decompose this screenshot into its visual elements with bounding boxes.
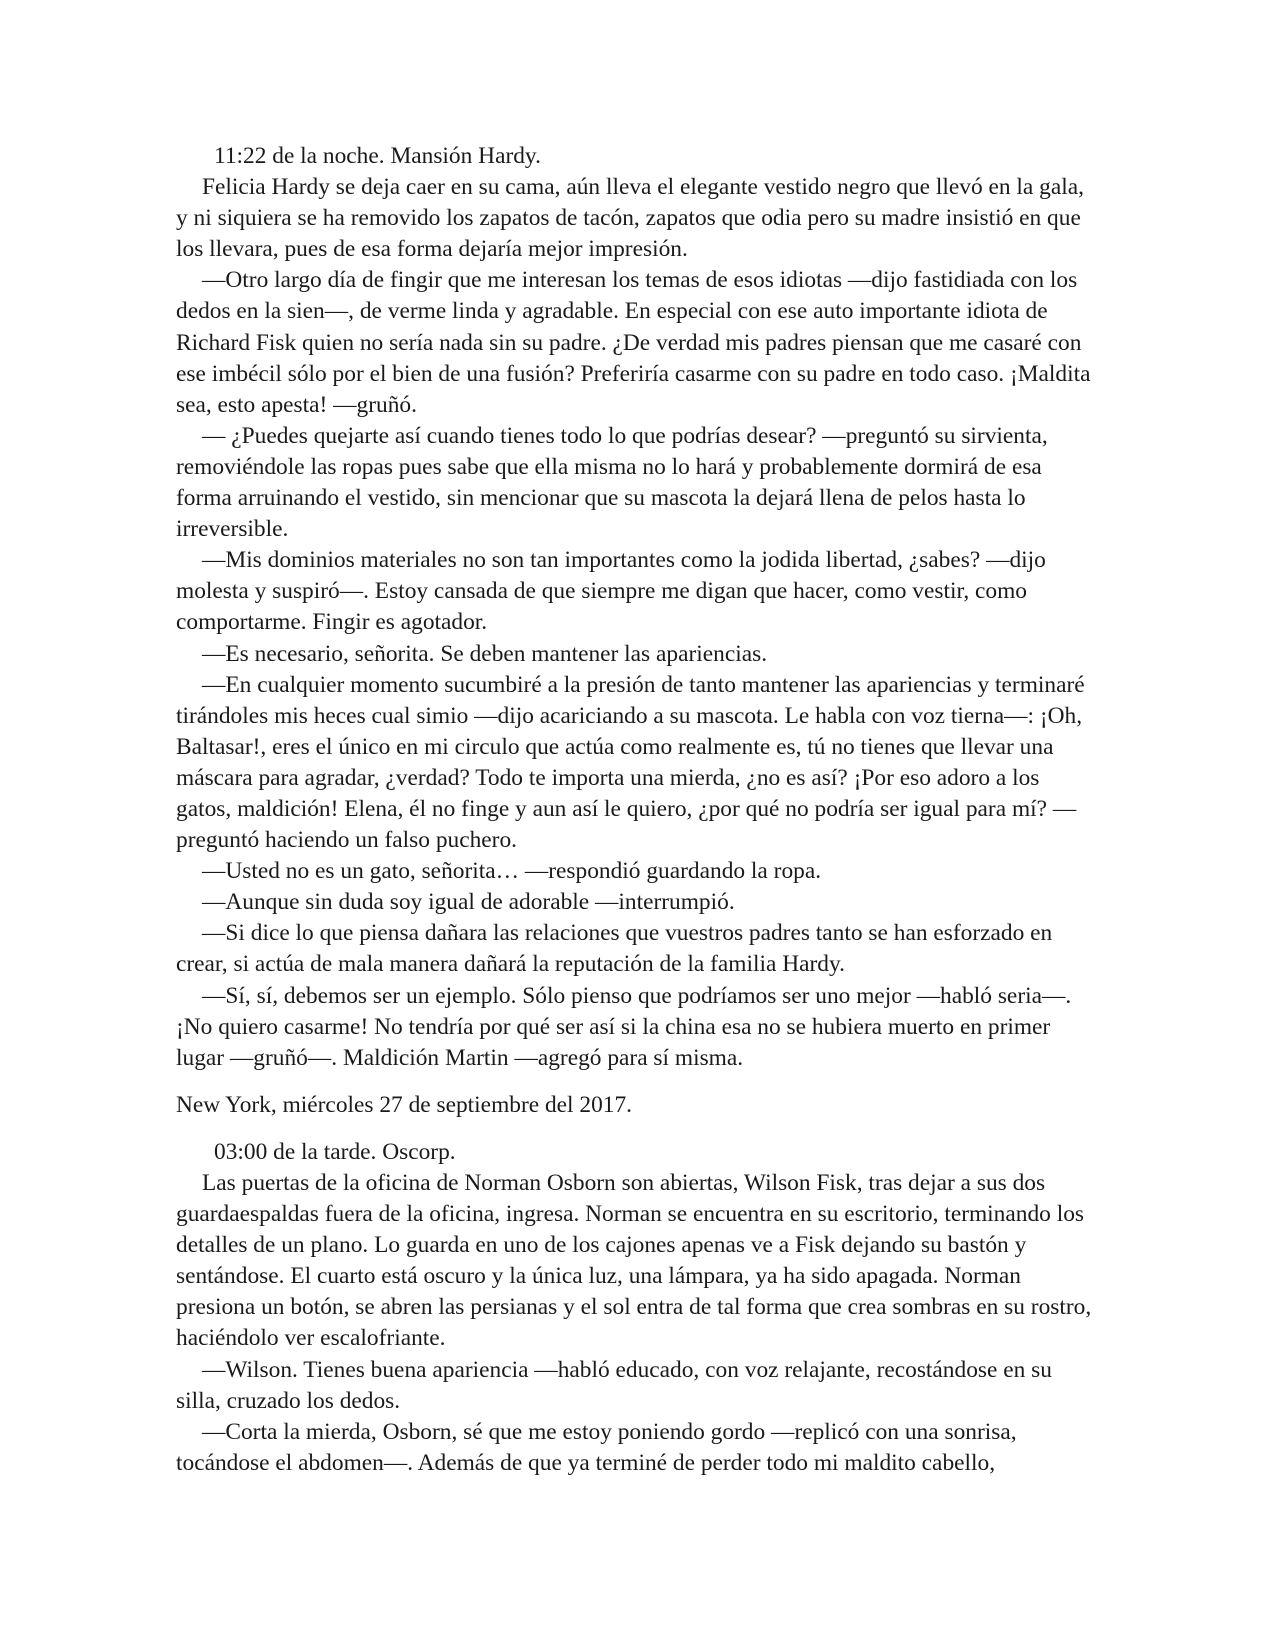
scene-oscorp: [176, 1137, 1100, 1479]
paragraph: —Si dice lo que piensa dañara las relaciones que vuestros padres tanto se han esforzado en crear, si actúa de mala manera dañará la reputación de la familia Hardy.: [176, 920, 1053, 978]
paragraph: —Es necesario, señorita. Se deben mantener las apariencias.: [202, 640, 768, 667]
paragraph: —Aunque sin duda soy igual de adorable —interrumpió.: [202, 889, 735, 916]
paragraph: —Mis dominios materiales no son tan importantes como la jodida libertad, ¿sabes? —dijo molesta y suspiró—. Estoy cansada de que siempre me digan que hacer, como vestir, como comportarme. Fingir es agotador.: [176, 547, 1046, 636]
paragraph: —Wilson. Tienes buena apariencia —habló educado, con voz relajante, recostándose en su silla, cruzado los dedos.: [176, 1356, 1052, 1414]
paragraph: — ¿Puedes quejarte así cuando tienes todo lo que podrías desear? —preguntó su sirvienta, removiéndole las ropas pues sabe que ella misma no lo hará y probablemente dormirá de esa forma arruinando el vestido, sin mencionar que su mascota la dejará llena de pelos hasta lo irreversible.: [176, 422, 1048, 543]
paragraph: —Otro largo día de fingir que me interesan los temas de esos idiotas —dijo fastidiada con los dedos en la sien—, de verme linda y agradable. En especial con ese auto importante idiota de Richard Fisk quien no sería nada sin su padre. ¿De verdad mis padres piensan que me casaré con ese imbécil sólo por el bien de una fusión? Preferiría casarme con su padre en todo caso. ¡Maldita sea, esto apesta! —gruñó.: [176, 267, 1091, 418]
scene-heading: 11:22 de la noche. Mansión Hardy.: [214, 143, 541, 169]
paragraph: Felicia Hardy se deja caer en su cama, aún lleva el elegante vestido negro que llevó en la gala, y ni siquiera se ha removido los zapatos de tacón, zapatos que odia pero su madre insistió en que los llevara, pues de esa forma dejaría mejor impresión.: [176, 174, 1084, 263]
paragraph: —Corta la mierda, Osborn, sé que me estoy poniendo gordo —replicó con una sonrisa, tocándose el abdomen—. Además de que ya terminé de perder todo mi maldito cabello,: [176, 1418, 1017, 1476]
paragraph: —Sí, sí, debemos ser un ejemplo. Sólo pienso que podríamos ser uno mejor —habló seria—. ¡No quiero casarme! No tendría por qué ser así si la china esa no se hubiera muerto en primer lugar —gruñó—. Maldición Martin —agregó para sí misma.: [176, 982, 1072, 1071]
document-page: [176, 141, 1100, 1479]
scene-heading: 03:00 de la tarde. Oscorp.: [214, 1138, 456, 1165]
paragraph: —En cualquier momento sucumbiré a la presión de tanto mantener las apariencias y terminaré tirándoles mis heces cual simio —dijo acariciando a su mascota. Le habla con voz tierna—: ¡Oh, Baltasar!, eres el único en mi circulo que actúa como realmente es, tú no tienes que llevar una máscara para agradar, ¿verdad? Todo te importa una mierda, ¿no es así? ¡Por eso adoro a los gatos, maldición! Elena, él no finge y aun así le quiero, ¿por qué no podría ser igual para mí? —preguntó haciendo un falso puchero.: [176, 671, 1085, 854]
paragraph: —Usted no es un gato, señorita… —respondió guardando la ropa.: [202, 858, 822, 885]
scene-hardy-mansion: [176, 141, 1100, 1074]
paragraph: Las puertas de la oficina de Norman Osborn son abiertas, Wilson Fisk, tras dejar a sus dos guardaespaldas fuera de la oficina, ingresa. Norman se encuentra en su escritorio, terminando los detalles de un plano. Lo guarda en uno de los cajones apenas ve a Fisk dejando su bastón y sentándose. El cuarto está oscuro y la única luz, una lámpara, ya ha sido apagada. Norman presiona un botón, se abren las persianas y el sol entra de tal forma que crea sombras en su rostro, haciéndolo ver escalofriante.: [176, 1170, 1092, 1352]
dateline: New York, miércoles 27 de septiembre del 2017.: [176, 1091, 633, 1118]
